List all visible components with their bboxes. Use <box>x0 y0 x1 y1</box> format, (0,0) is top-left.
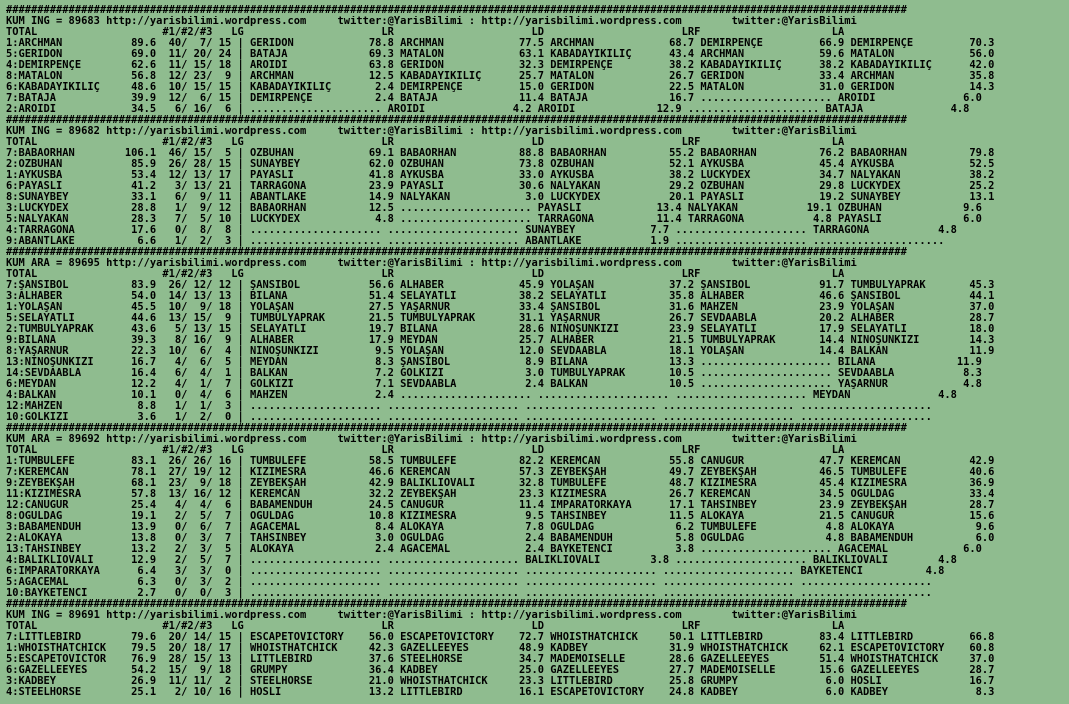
horse-row: 6:İMPARATORKAYA 6.4 3/ 3/ 0 | ..................... ..................... ..................... ..................... BAYKETENCİ 4.8 <box>6 566 945 577</box>
horse-row: 3:LUCKYDEX 28.8 1/ 9/ 12 | BABAORHAN 12.5 ..................... PAYASLI 13.4 NALYAKAN 19.1 ÖZBUHAN 9.6 <box>6 203 982 214</box>
horse-row: 6:GAZELLEEYES 54.2 15/ 9/ 18 | GRUMPY 36.4 KADBEY 25.0 GAZELLEEYES 27.7 MADEMOISELLE 15.6 GAZELLEEYES 28.7 <box>6 665 995 676</box>
horse-row: 2:ALOKAYA 13.8 0/ 3/ 7 | TAHSİNBEY 3.0 OĞULDAĞ 2.4 BABAMENDUH 5.8 OĞULDAĞ 4.8 BABAMENDUH 6.0 <box>6 533 995 544</box>
horse-row: 12:MAHZEN 8.8 1/ 1/ 3 | ..................... ..................... ..................... ..................... ..................... <box>6 401 932 412</box>
horse-row: 10:BAYKETENCİ 2.7 0/ 0/ 3 | ..................... ..................... ..................... ..................... ..................... <box>6 588 932 599</box>
horse-row: 5:ESCAPETOVICTOR 76.9 28/ 15/ 13 | LITTLEBIRD 37.6 STEELHORSE 34.7 MADEMOISELLE 28.6 GAZELLEEYES 51.4 WHOISTHATCHICK 37.0 <box>6 654 995 665</box>
race-header: KUM ING = 89682 http://yarisbilimi.wordpress.com twitter:@YarisBilimi : http://yarisbilimi.wordpress.com twitter:@YarisBilimi <box>6 126 857 137</box>
race-stats-document <box>6 5 1066 698</box>
horse-row: 1:AYKUSBA 53.4 12/ 13/ 17 | PAYASLI 41.8 AYKUSBA 33.0 AYKUSBA 38.2 LUCKYDEX 34.7 NALYAKAN 38.2 <box>6 170 995 181</box>
race-header: KUM ING = 89691 http://yarisbilimi.wordpress.com twitter:@YarisBilimi : http://yarisbilimi.wordpress.com twitter:@YarisBilimi <box>6 610 857 621</box>
column-header: TOTAL #1/#2/#3 LG LR LD LRF LA <box>6 269 845 280</box>
horse-row: 5:NALYAKAN 28.3 7/ 5/ 10 | LUCKYDEX 4.8 ..................... TARRAGONA 11.4 TARRAGONA 4.8 PAYASLI 6.0 <box>6 214 982 225</box>
horse-row: 7:LITTLEBIRD 79.6 20/ 14/ 15 | ESCAPETOVICTORY 56.0 ESCAPETOVICTORY 72.7 WHOISTHATCHICK 50.1 LITTLEBIRD 83.4 LITTLEBIRD 66.8 <box>6 632 995 643</box>
horse-row: 10:GÖLKIZI 3.6 1/ 2/ 0 | ..................... ..................... ..................... ..................... ..................... <box>6 412 932 423</box>
horse-row: 6:KABADAYIKILIÇ 48.6 10/ 15/ 15 | KABADAYIKILIÇ 2.4 DEMİRPENÇE 15.0 GERİDÖN 22.5 MATALON 31.0 GERİDÖN 14.3 <box>6 82 995 93</box>
horse-row: 14:SEVDAABLA 16.4 6/ 4/ 1 | BALKAN 7.2 GÖLKIZI 3.0 TUMBULYAPRAK 10.5 ..................... SEVDAABLA 8.3 <box>6 368 982 379</box>
horse-row: 6:PAYASLI 41.2 3/ 13/ 21 | TARRAGONA 23.9 PAYASLI 30.6 NALYAKAN 29.2 ÖZBUHAN 29.8 LUCKYDEX 25.2 <box>6 181 995 192</box>
horse-row: 4:BALKAN 10.1 0/ 4/ 6 | MAHZEN 2.4 ..................... ..................... ..................... MEYDAN 4.8 <box>6 390 957 401</box>
horse-row: 9:BİLANA 39.3 8/ 16/ 9 | ALHABER 17.9 MEYDAN 25.7 ALHABER 21.5 TUMBULYAPRAK 14.4 NİNOŞUNKIZI 14.3 <box>6 335 995 346</box>
horse-row: 5:GERİDÖN 69.0 11/ 20/ 24 | BATAJA 69.3 MATALON 63.1 KABADAYIKILIÇ 43.4 ARCHMAN 59.6 MATALON 56.0 <box>6 49 995 60</box>
separator-line: ################################################################################################################################################ <box>6 599 907 610</box>
horse-row: 3:KADBEY 26.9 11/ 11/ 2 | STEELHORSE 21.0 WHOISTHATCHICK 23.3 LITTLEBIRD 25.8 GRUMPY 6.0 HOSLİ 16.7 <box>6 676 995 687</box>
horse-row: 5:SELAYATLI 44.6 13/ 15/ 9 | TUMBULYAPRAK 21.5 TUMBULYAPRAK 31.1 YAŞARNUR 26.7 SEVDAABLA 20.2 ALHABER 28.7 <box>6 313 995 324</box>
horse-row: 3:BABAMENDUH 13.9 0/ 6/ 7 | AĞACEMAL 8.4 ALOKAYA 7.8 OĞULDAĞ 6.2 TUMBULEFE 4.8 ALOKAYA 9.6 <box>6 522 995 533</box>
horse-row: 12:CANUĞUR 25.4 4/ 4/ 6 | BABAMENDUH 24.5 CANUĞUR 11.4 İMPARATORKAYA 17.1 TAHSİNBEY 23.9 ZEYBEKŞAH 28.7 <box>6 500 995 511</box>
separator-line: ################################################################################################################################################ <box>6 247 907 258</box>
separator-line: ################################################################################################################################################ <box>6 5 907 16</box>
horse-row: 4:BALIKLIOVALI 12.9 2/ 5/ 7 | ..................... ..................... BALIKLIOVALI 3.8 ..................... BALIKLIOVALI 4.8 <box>6 555 957 566</box>
column-header: TOTAL #1/#2/#3 LG LR LD LRF LA <box>6 27 845 38</box>
horse-row: 2:ÖZBUHAN 85.9 26/ 28/ 15 | SUNAYBEY 62.0 ÖZBUHAN 73.8 ÖZBUHAN 52.1 AYKUSBA 45.4 AYKUSBA 52.5 <box>6 159 995 170</box>
column-header: TOTAL #1/#2/#3 LG LR LD LRF LA <box>6 137 845 148</box>
horse-row: 11:KIZIMESRA 57.8 13/ 16/ 12 | KEREMCAN 32.2 ZEYBEKŞAH 23.3 KIZIMESRA 26.7 KEREMCAN 34.5 OĞULDAĞ 33.4 <box>6 489 995 500</box>
horse-row: 2:AROIDI 34.5 6/ 16/ 6 | ..................... AROIDI 4.2 AROIDI 12.9 ..................... BATAJA 4.8 <box>6 104 970 115</box>
race-header: KUM ING = 89683 http://yarisbilimi.wordpress.com twitter:@YarisBilimi : http://yarisbilimi.wordpress.com twitter:@YarisBilimi <box>6 16 857 27</box>
horse-row: 7:BATAJA 39.9 12/ 6/ 15 | DEMİRPENÇE 2.4 BATAJA 11.4 BATAJA 16.7 ..................... AROIDI 6.0 <box>6 93 982 104</box>
horse-row: 6:MEYDAN 12.2 4/ 1/ 7 | GÖLKIZI 7.1 SEVDAABLA 2.4 BALKAN 10.5 ..................... YAŞARNUR 4.8 <box>6 379 982 390</box>
horse-row: 7:ŞANSIBOL 83.9 26/ 12/ 12 | ŞANSIBOL 56.6 ALHABER 45.9 YOLAŞAN 37.2 ŞANSIBOL 91.7 TUMBULYAPRAK 45.3 <box>6 280 995 291</box>
horse-row: 4:DEMİRPENÇE 62.6 11/ 15/ 18 | AROIDI 63.8 GERİDÖN 32.3 DEMİRPENÇE 38.2 KABADAYIKILIÇ 38.2 KABADAYIKILIÇ 42.0 <box>6 60 995 71</box>
race-header: KUM ARA = 89695 http://yarisbilimi.wordpress.com twitter:@YarisBilimi : http://yarisbilimi.wordpress.com twitter:@YarisBilimi <box>6 258 857 269</box>
horse-row: 9:ZEYBEKŞAH 68.1 23/ 9/ 18 | ZEYBEKŞAH 42.9 BALIKLIOVALI 32.8 TUMBULEFE 48.7 KIZIMESRA 45.4 KIZIMESRA 36.9 <box>6 478 995 489</box>
horse-row: 13:TAHSİNBEY 13.2 2/ 3/ 5 | ALOKAYA 2.4 AĞACEMAL 2.4 BAYKETENCİ 3.8 ..................... AĞACEMAL 6.0 <box>6 544 982 555</box>
column-header: TOTAL #1/#2/#3 LG LR LD LRF LA <box>6 621 845 632</box>
horse-row: 7:KEREMCAN 78.1 27/ 19/ 12 | KIZIMESRA 46.6 KEREMCAN 57.3 ZEYBEKŞAH 49.7 ZEYBEKŞAH 46.5 TUMBULEFE 40.6 <box>6 467 995 478</box>
horse-row: 1:TUMBULEFE 83.1 26/ 26/ 16 | TUMBULEFE 58.5 TUMBULEFE 82.2 KEREMCAN 55.8 CANUĞUR 47.7 KEREMCAN 42.9 <box>6 456 995 467</box>
horse-row: 3:ALHABER 54.0 14/ 13/ 13 | BİLANA 51.4 SELAYATLI 38.2 SELAYATLI 35.8 ALHABER 46.6 ŞANSIBOL 44.1 <box>6 291 995 302</box>
horse-row: 7:BABAORHAN 106.1 46/ 15/ 5 | ÖZBUHAN 69.1 BABAORHAN 88.8 BABAORHAN 55.2 BABAORHAN 76.2 BABAORHAN 79.8 <box>6 148 995 159</box>
horse-row: 13:NİNOŞUNKIZI 16.7 4/ 6/ 5 | MEYDAN 8.3 ŞANSIBOL 8.9 BİLANA 13.3 ..................... BİLANA 11.9 <box>6 357 982 368</box>
horse-row: 9:ABANTLAKE 6.6 1/ 2/ 3 | ..................... ..................... ABANTLAKE 1.9 ..................... ..................... <box>6 236 945 247</box>
separator-line: ################################################################################################################################################ <box>6 423 907 434</box>
horse-row: 2:TUMBULYAPRAK 43.6 5/ 13/ 15 | SELAYATLI 19.7 BİLANA 28.6 NİNOŞUNKIZI 23.9 SELAYATLI 17.9 SELAYATLI 18.0 <box>6 324 995 335</box>
horse-row: 4:TARRAGONA 17.6 0/ 8/ 8 | ..................... ..................... SUNAYBEY 7.7 ..................... TARRAGONA 4.8 <box>6 225 957 236</box>
horse-row: 4:STEELHORSE 25.1 2/ 10/ 16 | HOSLİ 13.2 LITTLEBIRD 16.1 ESCAPETOVICTORY 24.8 KADBEY 6.0 KADBEY 8.3 <box>6 687 995 698</box>
separator-line: ################################################################################################################################################ <box>6 115 907 126</box>
horse-row: 5:AĞACEMAL 6.3 0/ 3/ 2 | ..................... ..................... ..................... ..................... ..................... <box>6 577 932 588</box>
horse-row: 8:MATALON 56.8 12/ 23/ 9 | ARCHMAN 12.5 KABADAYIKILIÇ 25.7 MATALON 26.7 GERİDÖN 33.4 ARCHMAN 35.8 <box>6 71 995 82</box>
column-header: TOTAL #1/#2/#3 LG LR LD LRF LA <box>6 445 845 456</box>
horse-row: 8:OĞULDAĞ 19.1 2/ 5/ 7 | OĞULDAĞ 10.8 KIZIMESRA 9.5 TAHSİNBEY 11.5 ALOKAYA 21.5 CANUĞUR 15.6 <box>6 511 995 522</box>
horse-row: 8:SUNAYBEY 33.1 6/ 9/ 11 | ABANTLAKE 14.9 NALYAKAN 3.0 LUCKYDEX 20.1 PAYASLI 19.2 SUNAYBEY 13.1 <box>6 192 995 203</box>
horse-row: 1:YOLAŞAN 45.5 10/ 9/ 18 | YOLAŞAN 27.5 YAŞARNUR 33.4 ŞANSIBOL 31.6 MAHZEN 23.9 YOLAŞAN 37.0 <box>6 302 995 313</box>
horse-row: 1:WHOISTHATCHICK 79.5 20/ 18/ 17 | WHOISTHATCHICK 42.3 GAZELLEEYES 48.9 KADBEY 31.9 WHOISTHATCHICK 62.1 ESCAPETOVICTORY 60.8 <box>6 643 995 654</box>
horse-row: 8:YAŞARNUR 22.3 10/ 6/ 4 | NİNOŞUNKIZI 9.5 YOLAŞAN 12.0 SEVDAABLA 18.1 YOLAŞAN 14.4 BALKAN 11.9 <box>6 346 995 357</box>
horse-row: 1:ARCHMAN 89.6 40/ 7/ 15 | GERİDÖN 78.8 ARCHMAN 77.5 ARCHMAN 68.7 DEMİRPENÇE 66.9 DEMİRPENÇE 70.3 <box>6 38 995 49</box>
race-header: KUM ARA = 89692 http://yarisbilimi.wordpress.com twitter:@YarisBilimi : http://yarisbilimi.wordpress.com twitter:@YarisBilimi <box>6 434 857 445</box>
